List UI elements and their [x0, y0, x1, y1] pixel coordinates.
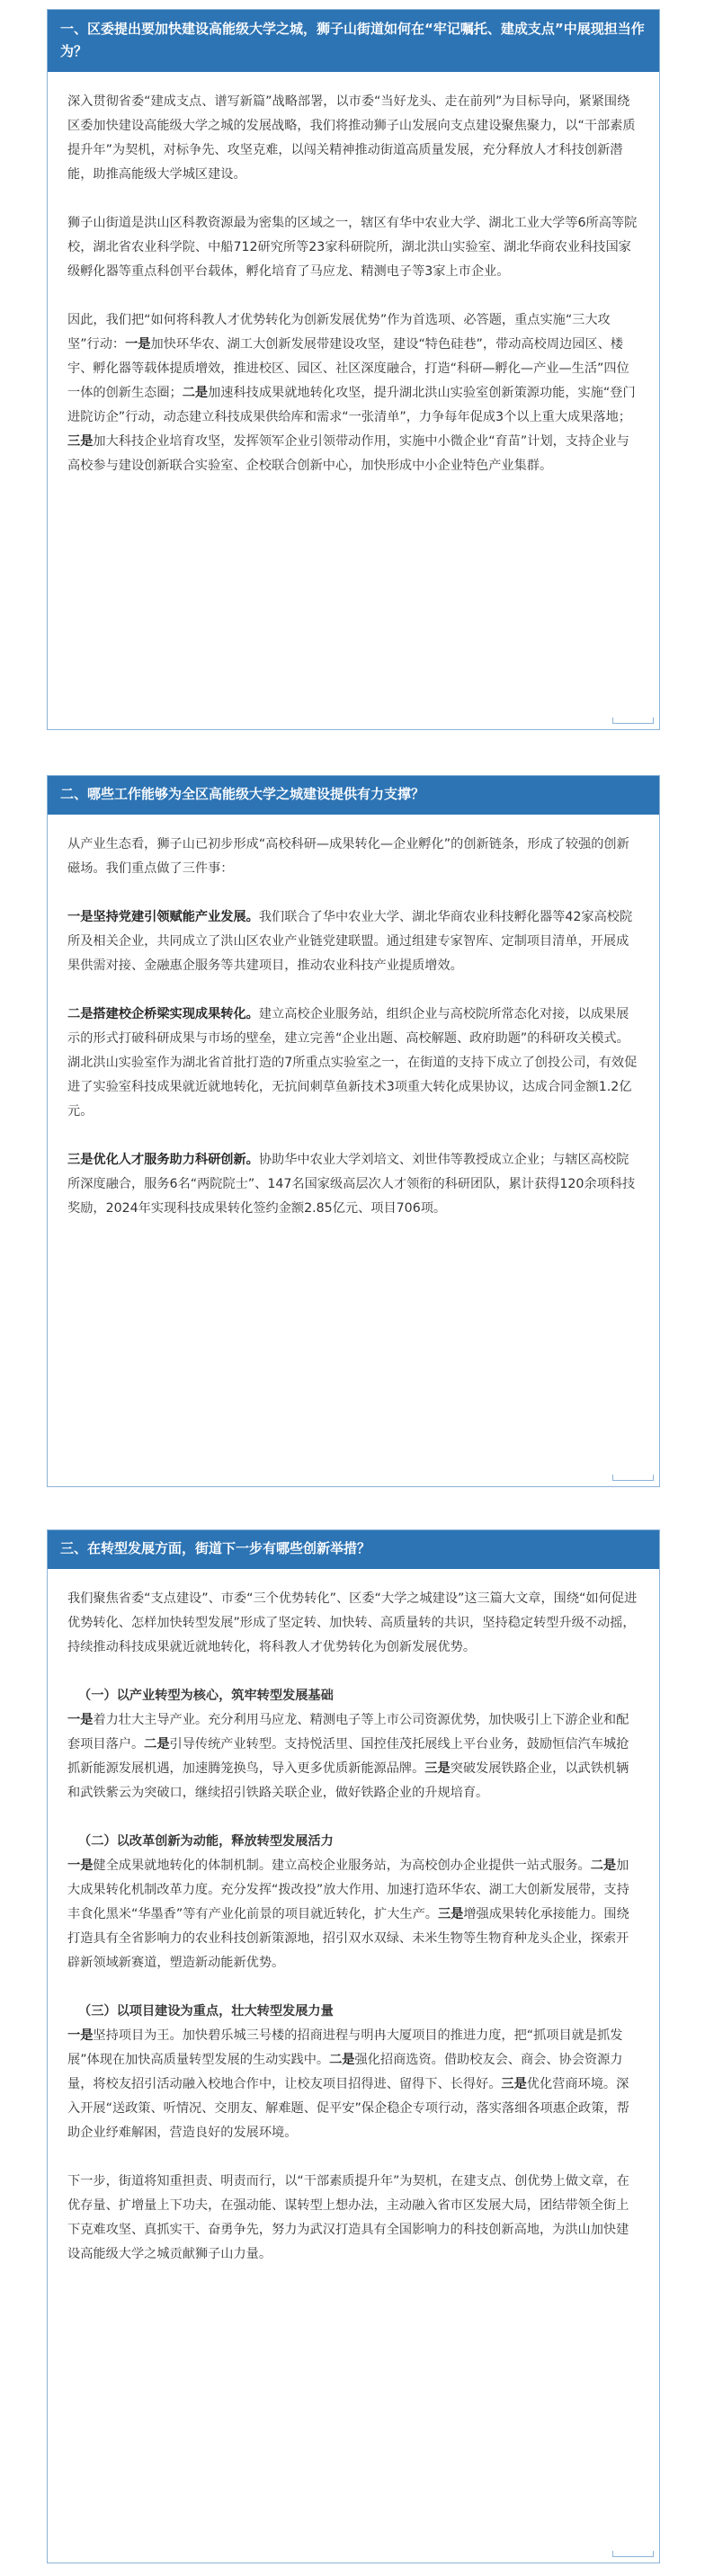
paragraph: 我们聚焦省委“支点建设”、市委“三个优势转化”、区委“大学之城建设”这三篇大文章，围绕“如何促进优势转化、怎样加快转型发展”形成了坚定转、加快转、高质量转的共识，坚持稳定转型升级不动摇，持续推动科技成果就近就地转化，将科教人才优势转化为创新发展优势。: [67, 1591, 638, 1654]
paragraph: [67, 1148, 639, 1221]
emphasis: 二是搭建校企桥梁实现成果转化。: [67, 1007, 259, 1021]
paragraph-text: 健全成果就地转化的体制机制。建立高校企业服务站，为高校创办企业提供一站式服务。: [93, 1858, 591, 1873]
section-1-body: [48, 72, 659, 487]
emphasis: 三是: [501, 2077, 527, 2091]
emphasis: 一是: [67, 1713, 94, 1727]
paragraph-text: 因此，我们把“如何将科教人才优势转化为创新发展优势”作为首选项、必答题，重点实施“三大攻坚”行动：: [67, 313, 611, 352]
paragraph-text: 增强成果转化承接能力。围绕打造具有全省影响力的农业科技创新策源地，招引双水双绿、未米生物等生物育种龙头企业，探索开辟新领域新赛道，塑造新动能新优势。: [67, 1907, 629, 1970]
section-3: [47, 1529, 660, 2563]
decorative-corner: [612, 1475, 654, 1481]
section-3-title: 三、在转型发展方面，街道下一步有哪些创新举措？: [48, 1530, 659, 1569]
emphasis: 一是: [125, 337, 151, 352]
paragraph-text: 突破发展铁路企业，以武铁机辆和武铁紫云为突破口，继续招引铁路关联企业，做好铁路企业的升规培育。: [67, 1761, 629, 1800]
paragraph: 从产业生态看，狮子山已初步形成“高校科研—成果转化—企业孵化”的创新链条，形成了较强的创新磁场。我们重点做了三件事：: [67, 837, 629, 876]
emphasis: 二是: [182, 386, 209, 400]
paragraph-text: 协助华中农业大学刘培文、刘世伟等教授成立企业；与辖区高校院所深度融合，服务6名“两院院士”、147名国家级高层次人才领衔的科研团队，累计获得120余项科技奖励，2024年实现科技成果转化签约金额2.85亿元、项目706项。: [67, 1153, 636, 1216]
emphasis: 三是: [424, 1761, 451, 1776]
paragraph: [67, 308, 639, 478]
section-2-title: 二、哪些工作能够为全区高能级大学之城建设提供有力支撑？: [48, 776, 659, 815]
paragraph-text: 加大科技企业培育攻坚，发挥领军企业引领带动作用，实施中小微企业“育苗”计划，支持企业与高校参与建设创新联合实验室、企校联合创新中心，加快形成中小企业特色产业集群。: [67, 434, 629, 473]
emphasis: 三是: [437, 1907, 464, 1921]
paragraph: 狮子山街道是洪山区科教资源最为密集的区域之一，辖区有华中农业大学、湖北工业大学等6所高等院校，湖北省农业科学院、中船712研究所等23家科研院所，湖北洪山实验室、湖北华商农业科技国家级孵化器等重点科创平台载体，孵化培育了马应龙、精测电子等3家上市企业。: [67, 216, 638, 279]
emphasis: 二是: [144, 1737, 170, 1752]
paragraph: 下一步，街道将知重担责、明责而行，以“干部素质提升年”为契机，在建支点、创优势上做文章，在优存量、扩增量上下功夫，在强动能、谋转型上想办法，主动融入省市区发展大局，团结带领全街上下克难攻坚、真抓实干、奋勇争先，努力为武汉打造具有全国影响力的科技创新高地，为洪山加快建设高能级大学之城贡献狮子山力量。: [67, 2174, 629, 2261]
paragraph-text: 强化招商选资。借助校友会、商会、协会资源力量，将校友招引活动融入校地合作中，让校友项目招得进、留得下、长得好。: [67, 2053, 623, 2091]
section-3-body: [48, 1569, 659, 2276]
emphasis: 二是: [329, 2053, 355, 2067]
paragraph-text: 加快环华农、湖工大创新发展带建设攻坚，建设“特色硅巷”，带动高校周边园区、楼宇、孵化器等载体提质增效，推进校区、园区、社区深度融合，打造“科研—孵化—产业—生活”四位一体的创新生态圈；: [67, 337, 629, 400]
paragraph: [67, 905, 639, 978]
paragraph-text: 我们联合了华中农业大学、湖北华商农业科技孵化器等42家高校院所及相关企业，共同成立了洪山区农业产业链党建联盟。通过组建专家智库、定制项目清单，开展成果供需对接、金融惠企服务等共建项目，推动农业科技产业提质增效。: [67, 910, 633, 973]
subheading: （三）以项目建设为重点，壮大转型发展力量: [78, 2004, 334, 2019]
paragraph: [67, 1708, 639, 1805]
decorative-corner: [612, 718, 654, 724]
paragraph-text: 加速科技成果就地转化攻坚，提升湖北洪山实验室创新策源功能，实施“登门进院访企”行动，动态建立科技成果供给库和需求“一张清单”，力争每年促成3个以上重大成果落地；: [67, 386, 636, 424]
section-2: [47, 775, 660, 1487]
emphasis: 三是优化人才服务助力科研创新。: [67, 1153, 259, 1167]
paragraph-text: 着力壮大主导产业。充分利用马应龙、精测电子等上市公司资源优势，加快吸引上下游企业和配套项目落户。: [67, 1713, 629, 1752]
paragraph: [67, 1854, 639, 1975]
paragraph-text: 加大成果转化机制改革力度。充分发挥“拨改投”放大作用、加速打造环华农、湖工大创新发展带，支持丰食化黑米“华墨香”等有产业化前景的项目就近转化，扩大生产。: [67, 1858, 629, 1921]
paragraph-text: 建立高校企业服务站，组织企业与高校院所常态化对接，以成果展示的形式打破科研成果与市场的壁垒，建立完善“企业出题、高校解题、政府助题”的科研攻关模式。湖北洪山实验室作为湖北省首批打造的7所重点实验室之一，在街道的支持下成立了创投公司，有效促进了实验室科技成果就近就地转化，无抗间刺草鱼新技术3项重大转化成果协议，达成合同金额1.2亿元。: [67, 1007, 638, 1119]
emphasis: 二是: [590, 1858, 617, 1873]
decorative-corner: [612, 2551, 654, 2557]
emphasis: 一是: [67, 2028, 94, 2043]
paragraph-text: 优化营商环境。深入开展“送政策、听情况、交朋友、解难题、促平安”保企稳企专项行动，落实落细各项惠企政策，帮助企业纾难解困，营造良好的发展环境。: [67, 2077, 629, 2140]
paragraph: [67, 1003, 639, 1124]
emphasis: 一是: [67, 1858, 94, 1873]
subheading: （二）以改革创新为动能，释放转型发展活力: [78, 1834, 334, 1849]
section-1: [47, 9, 660, 730]
emphasis: 一是坚持党建引领赋能产业发展。: [67, 910, 259, 924]
section-1-title: 一、区委提出要加快建设高能级大学之城，狮子山街道如何在“牢记嘱托、建成支点”中展现担当作为？: [48, 10, 659, 72]
paragraph: [67, 2024, 639, 2145]
subheading: （一）以产业转型为核心，筑牢转型发展基础: [78, 1689, 334, 1703]
emphasis: 三是: [67, 434, 94, 449]
paragraph-text: 引导传统产业转型。支持悦活里、国控佳茂托展线上平台业务，鼓励恒信汽车城抢抓新能源发展机遇，加速腾笼换鸟，导入更多优质新能源品牌。: [67, 1737, 629, 1776]
paragraph-text: 坚持项目为王。加快碧乐城三号楼的招商进程与明冉大厦项目的推进力度，把“抓项目就是抓发展”体现在加快高质量转型发展的生动实践中。: [67, 2028, 623, 2067]
section-2-body: [48, 815, 659, 1230]
paragraph: 深入贯彻省委“建成支点、谱写新篇”战略部署，以市委“当好龙头、走在前列”为目标导向，紧紧围绕区委加快建设高能级大学之城的发展战略，我们将推动狮子山发展向支点建设聚焦聚力，以“干部素质提升年”为契机，对标争先、攻坚克难，以闯关精神推动街道高质量发展，充分释放人才科技创新潜能，助推高能级大学城区建设。: [67, 94, 636, 182]
